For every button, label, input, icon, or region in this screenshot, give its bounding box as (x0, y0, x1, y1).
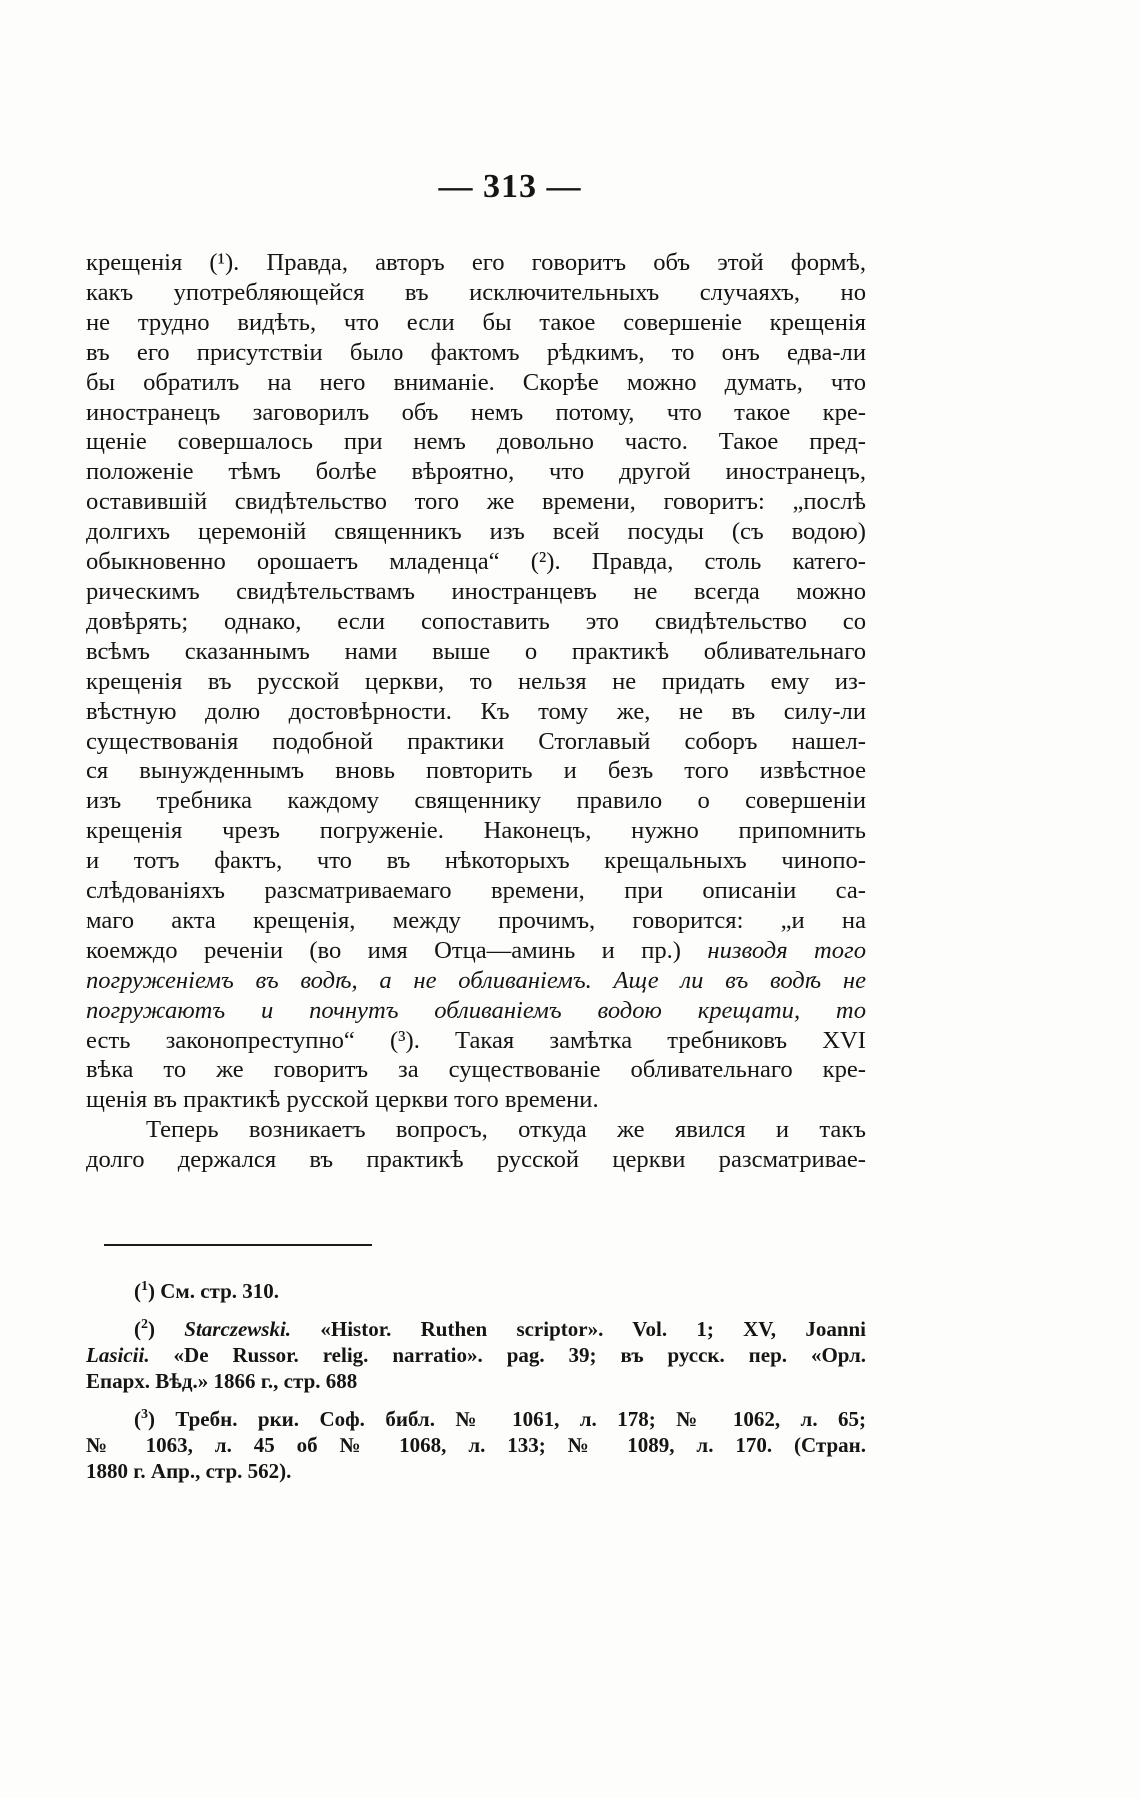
footnote-3-line-1: ($^3$) Требн. рки. Соф. библ. № 1061, л. 178; № 1062, л. 65; (134, 1407, 866, 1431)
text-line-27: есть законопреступно“ (³). Такая замѣтка требниковъ XVI (86, 1026, 866, 1054)
footnote-divider (104, 1244, 372, 1246)
text-line-5: бы обратилъ на него вниманіе. Скорѣе можно думать, что (86, 368, 866, 396)
text-line-23: маго акта крещенія, между прочимъ, говорится: „и на (86, 906, 866, 934)
text-line-26: погружаютъ и почнутъ обливаніемъ водою крещати, то (86, 996, 866, 1024)
text-line-29: щенія въ практикѣ русской церкви того времени. (86, 1086, 599, 1114)
footnote-3-line-2: № 1063, л. 45 об № 1068, л. 133; № 1089, л. 170. (Стран. (86, 1433, 866, 1457)
text-line-10: долгихъ церемоній священникъ изъ всей посуды (съ водою) (86, 518, 866, 546)
footnote-2-author-2: Lasicii. (86, 1343, 150, 1367)
page-number: — 313 — (438, 168, 582, 205)
text-line-30: Теперь возникаетъ вопросъ, откуда же явился и такъ (146, 1116, 866, 1144)
text-line-2: какъ употребляющейся въ исключительныхъ случаяхъ, но (86, 278, 866, 306)
text-line-11: обыкновенно орошаетъ младенца“ (²). Правда, столь катего- (86, 548, 866, 576)
text-line-22: слѣдованіяхъ разсматриваемаго времени, при описаніи са- (86, 877, 866, 905)
text-line-25: погруженіемъ въ водѣ, а не обливаніемъ. Аще ли въ водѣ не (86, 966, 866, 994)
footnote-2-author: Starczewski. (184, 1317, 292, 1341)
text-line-24-start: коемждо реченіи (во имя Отца—аминь и пр.) (86, 936, 681, 964)
text-line-12: рическимъ свидѣтельствамъ иностранцевъ не всегда можно (86, 577, 866, 605)
text-line-19: изъ требника каждому священнику правило о совершеніи (86, 787, 866, 815)
footnote-2-text-2: «De Russor. relig. narratio». pag. 39; въ русск. пер. «Орл. (173, 1343, 866, 1367)
footnote-1-line: ($^1$) См. стр. 310. (134, 1279, 280, 1303)
text-line-31: долго держался въ практикѣ русской церкви разсматривае- (86, 1146, 866, 1174)
footnote-3 (86, 1402, 866, 1484)
main-text-body (86, 248, 866, 1175)
footnote-1-text: См. стр. 310. (160, 1279, 280, 1303)
text-line-4: въ его присутствіи было фактомъ рѣдкимъ, то онъ едва-ли (86, 338, 866, 366)
footnote-1 (86, 1274, 866, 1304)
footnotes (86, 1274, 866, 1492)
text-line-15: крещенія въ русской церкви, то нельзя не придать ему из- (86, 667, 866, 695)
text-line-28: вѣка то же говоритъ за существованіе обливательнаго кре- (86, 1056, 866, 1084)
text-line-14: всѣмъ сказаннымъ нами выше о практикѣ обливательнаго (86, 637, 866, 665)
footnote-2-line-3: Епарх. Вѣд.» 1866 г., стр. 688 (86, 1369, 358, 1393)
footnote-2 (86, 1312, 866, 1394)
text-line-16: вѣстную долю достовѣрности. Къ тому же, не въ силу-ли (86, 697, 866, 725)
text-line-1: крещенія (¹). Правда, авторъ его говоритъ объ этой формѣ, (86, 249, 866, 276)
text-line-21: и тотъ фактъ, что въ нѣкоторыхъ крещальныхъ чинопо- (86, 847, 866, 875)
footnote-2-line-2 (86, 1342, 866, 1368)
footnote-3-text-1: Требн. рки. Соф. библ. № 1061, л. 178; № 1062, л. 65; (175, 1407, 866, 1431)
text-line-7: щеніе совершалось при немъ довольно часто. Такое пред- (86, 428, 866, 456)
text-line-8: положеніе тѣмъ болѣе вѣроятно, что другой иностранецъ, (86, 458, 866, 486)
text-line-24 (86, 936, 866, 966)
footnote-2-text-1: «Histor. Ruthen scriptor». Vol. 1; XV, Joanni (320, 1317, 866, 1341)
italic-quote-fragment: низводя того (707, 936, 866, 964)
text-line-13: довѣрять; однако, если сопоставить это свидѣтельство со (86, 607, 866, 635)
text-line-9: оставившій свидѣтельство того же времени, говоритъ: „послѣ (86, 488, 866, 516)
footnote-2-line-1: ($^2$) Starczewski. «Histor. Ruthen scriptor». Vol. 1; XV, Joanni (134, 1317, 866, 1341)
footnote-3-line-3: 1880 г. Апр., стр. 562). (86, 1459, 292, 1483)
footnote-1-mark: 1 (141, 1279, 148, 1294)
text-line-20: крещенія чрезъ погруженіе. Наконецъ, нужно припомнить (86, 817, 866, 845)
footnote-2-mark: 2 (141, 1317, 148, 1332)
text-line-18: ся вынужденнымъ вновь повторить и безъ того извѣстное (86, 757, 866, 785)
text-line-6: иностранецъ заговорилъ объ немъ потому, что такое кре- (86, 398, 866, 426)
text-line-17: существованія подобной практики Стоглавый соборъ нашел- (86, 727, 866, 755)
footnote-3-mark: 3 (141, 1407, 148, 1422)
text-line-3: не трудно видѣть, что если бы такое совершеніе крещенія (86, 308, 866, 336)
